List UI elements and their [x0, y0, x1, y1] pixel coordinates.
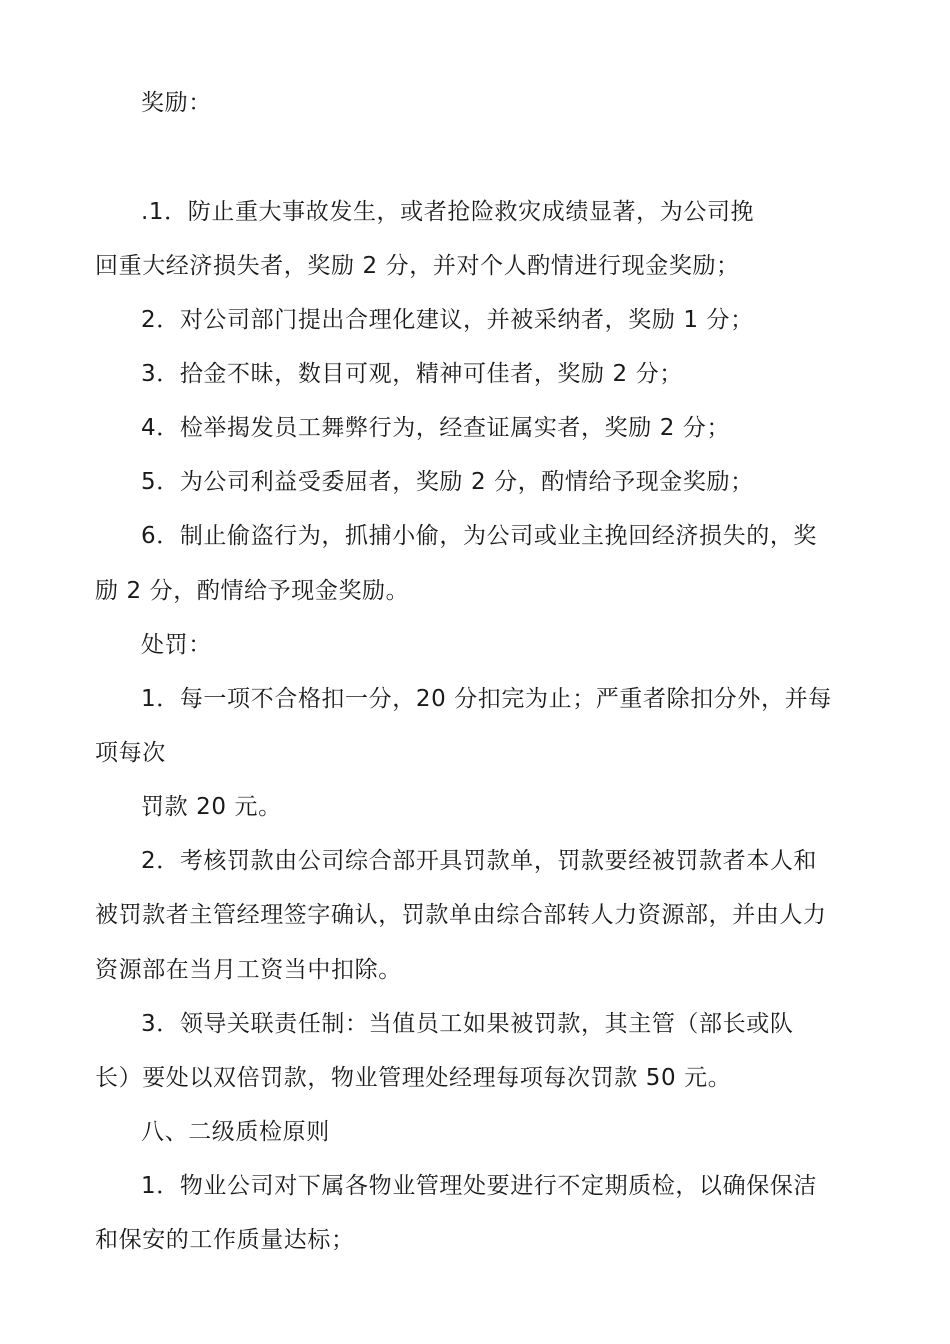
paragraph-line: 6．制止偷盗行为，抓捕小偷，为公司或业主挽回经济损失的，奖 — [141, 523, 818, 549]
paragraph-line: .1．防止重大事故发生，或者抢险救灾成绩显著，为公司挽 — [141, 199, 755, 225]
section-heading-penalties: 处罚： — [141, 632, 212, 658]
paragraph-line: 和保安的工作质量达标； — [95, 1227, 355, 1253]
paragraph-line: 1．每一项不合格扣一分，20 分扣完为止；严重者除扣分外，并每 — [141, 686, 832, 712]
paragraph-line: 4．检举揭发员工舞弊行为，经查证属实者，奖励 2 分； — [141, 415, 731, 441]
paragraph-line: 资源部在当月工资当中扣除。 — [95, 957, 402, 983]
paragraph-line: 1．物业公司对下属各物业管理处要进行不定期质检，以确保保洁 — [141, 1173, 818, 1199]
paragraph-line: 5．为公司利益受委屈者，奖励 2 分，酌情给予现金奖励； — [141, 469, 754, 495]
paragraph-line: 被罚款者主管经理签字确认，罚款单由综合部转人力资源部，并由人力 — [95, 902, 827, 928]
paragraph-line: 回重大经济损失者，奖励 2 分，并对个人酌情进行现金奖励； — [95, 253, 740, 279]
paragraph-line: 2．考核罚款由公司综合部开具罚款单，罚款要经被罚款者本人和 — [141, 848, 818, 874]
paragraph-line: 3．领导关联责任制：当值员工如果被罚款，其主管（部长或队 — [141, 1011, 794, 1037]
section-heading-quality-inspection: 八、二级质检原则 — [141, 1119, 330, 1145]
paragraph-line: 项每次 — [95, 740, 166, 766]
paragraph-line: 2．对公司部门提出合理化建议，并被采纳者，奖励 1 分； — [141, 307, 754, 333]
paragraph-line: 3．拾金不昧，数目可观，精神可佳者，奖励 2 分； — [141, 361, 683, 387]
section-heading-rewards: 奖励： — [141, 90, 212, 116]
paragraph-line: 长）要处以双倍罚款，物业管理处经理每项每次罚款 50 元。 — [95, 1065, 732, 1091]
paragraph-line: 罚款 20 元。 — [141, 794, 282, 820]
paragraph-line: 励 2 分，酌情给予现金奖励。 — [95, 578, 410, 604]
